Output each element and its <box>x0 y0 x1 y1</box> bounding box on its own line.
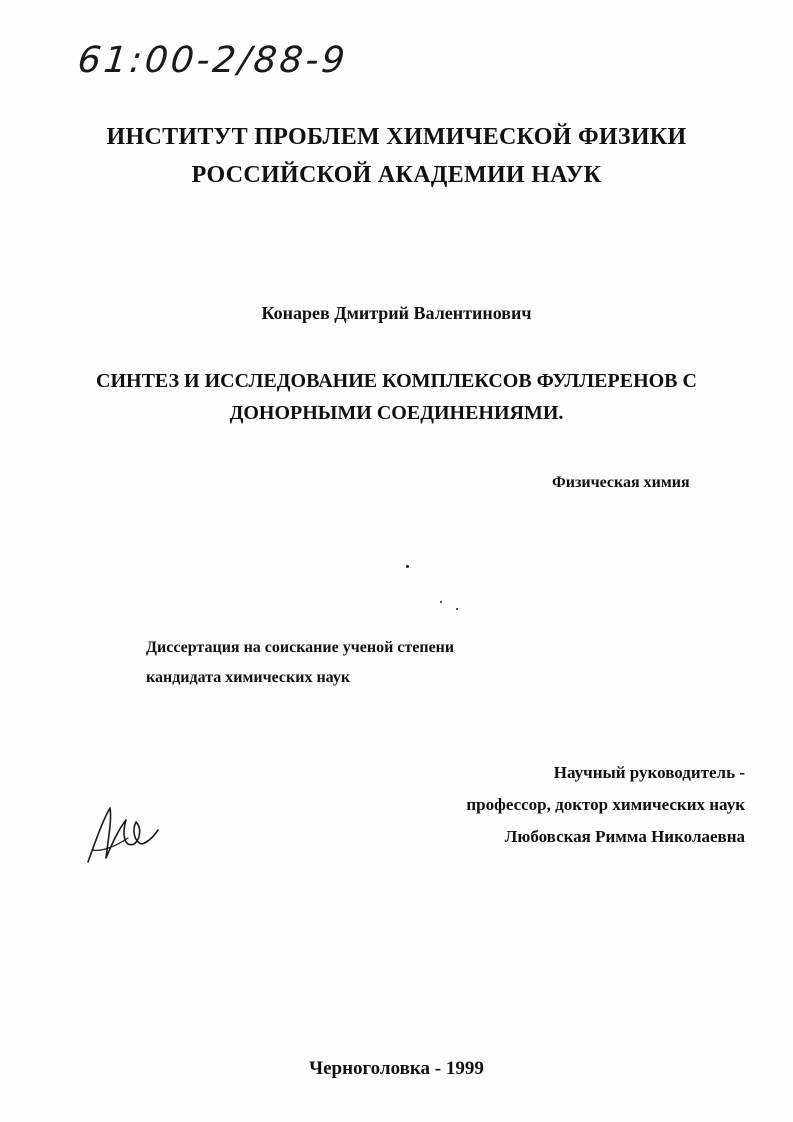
degree-line-1: Диссертация на соискание ученой степени <box>146 639 455 656</box>
city-year: Черноголовка - 1999 <box>309 1058 484 1079</box>
author-name: Конарев Дмитрий Валентинович <box>261 303 532 323</box>
handwritten-signature-icon <box>82 800 162 870</box>
supervisor-block <box>466 757 745 853</box>
thesis-title-line-2: ДОНОРНЫМИ СОЕДИНЕНИЯМИ. <box>229 402 564 424</box>
degree-line-2: кандидата химических наук <box>146 669 351 686</box>
scan-speck <box>456 608 458 610</box>
specialty: Физическая химия <box>552 474 690 491</box>
institute-heading <box>0 118 793 194</box>
institute-line-2: РОССИЙСКОЙ АКАДЕМИИ НАУК <box>191 162 602 188</box>
scan-speck <box>406 565 409 568</box>
thesis-title <box>0 365 793 429</box>
scan-speck <box>440 601 442 603</box>
catalog-number: 61:00-2/88-9 <box>75 40 350 81</box>
thesis-title-line-1: СИНТЕЗ И ИССЛЕДОВАНИЕ КОМПЛЕКСОВ ФУЛЛЕРЕНОВ С <box>96 370 697 392</box>
supervisor-role: Научный руководитель - <box>553 763 745 782</box>
degree-statement <box>146 633 454 693</box>
institute-line-1: ИНСТИТУТ ПРОБЛЕМ ХИМИЧЕСКОЙ ФИЗИКИ <box>106 124 687 150</box>
supervisor-name: Любовская Римма Николаевна <box>504 827 745 846</box>
supervisor-credentials: профессор, доктор химических наук <box>466 795 745 814</box>
